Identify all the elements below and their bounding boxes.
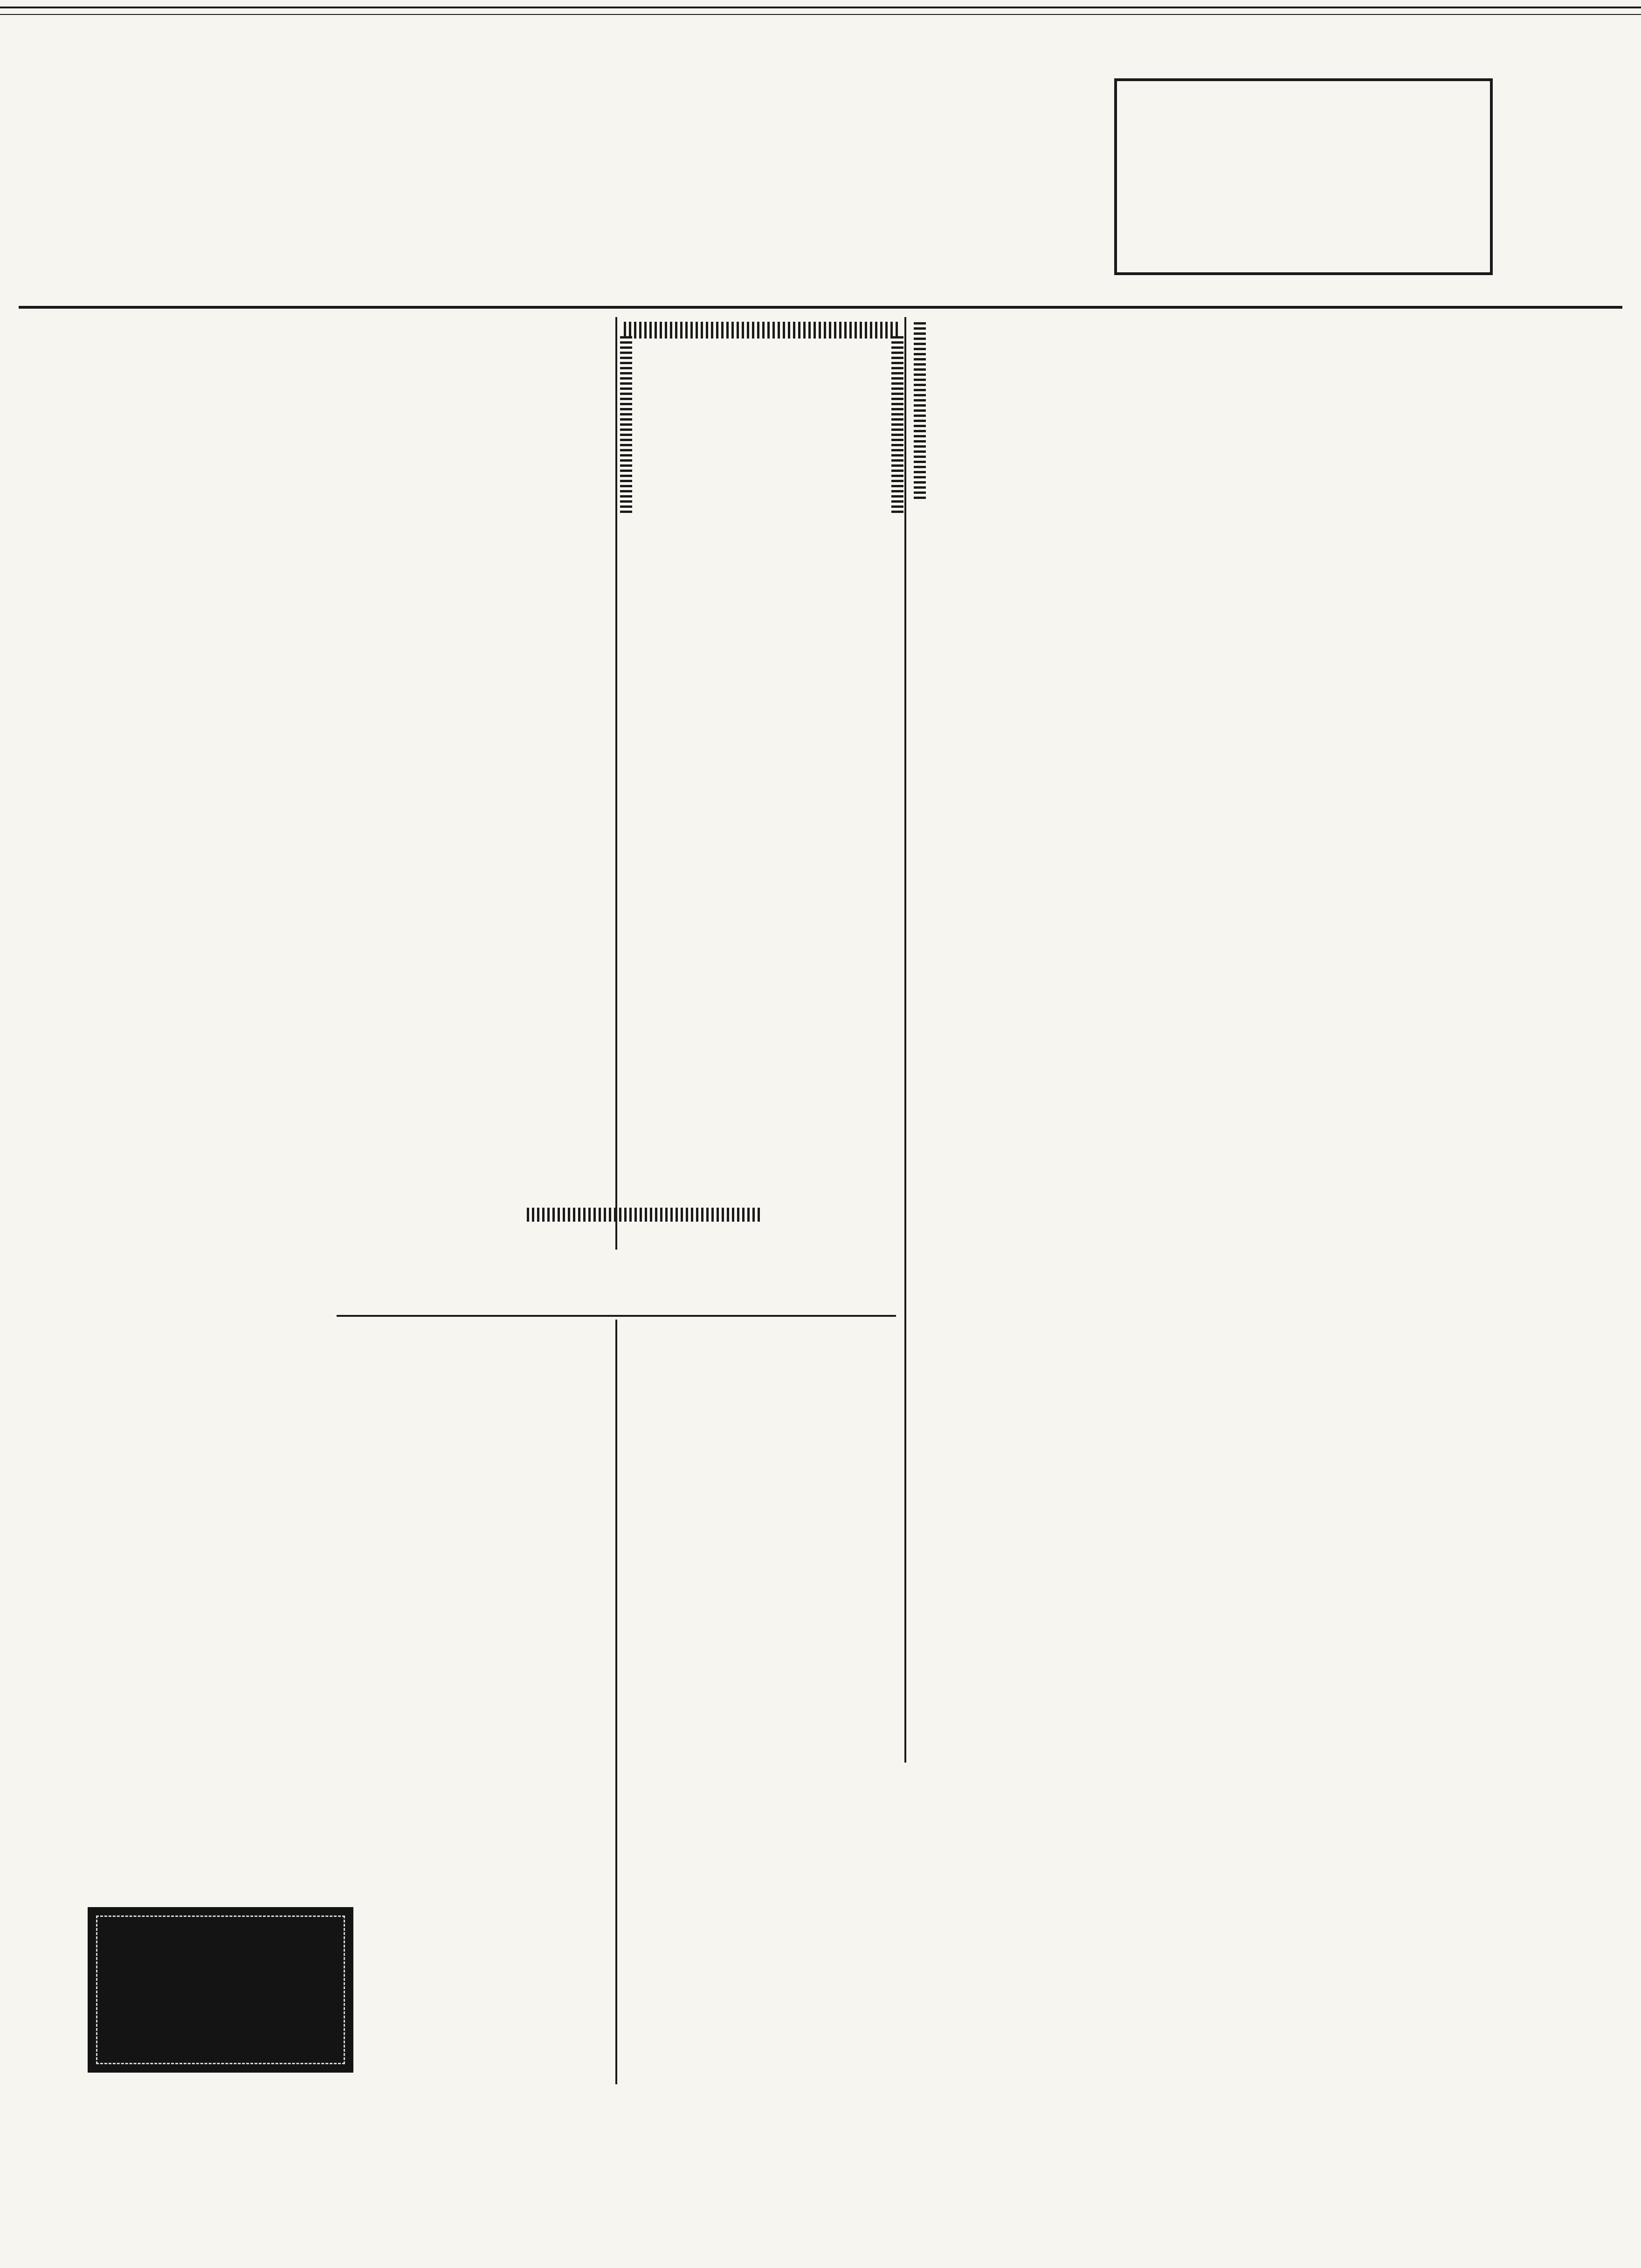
emigracao-column-2: [337, 485, 608, 1212]
custo-hatch-rule: [527, 1208, 760, 1222]
custo-title-rule: [337, 1315, 896, 1317]
top-rule-thin: [0, 14, 1641, 15]
custo-column-1: [351, 1324, 609, 1548]
column-divider: [615, 1320, 617, 2084]
masthead-rule: [19, 306, 1622, 309]
crescimento-side-hatch: [620, 336, 632, 513]
esquentadores-ad: [88, 1907, 353, 2073]
special-page-box: [1114, 78, 1493, 275]
exportacao-side-hatch: [914, 322, 926, 499]
crescimento-hatch-rule: [624, 322, 899, 339]
custo-column-1b: [351, 1702, 609, 2080]
column-divider: [904, 317, 906, 1763]
column-divider: [615, 317, 617, 1250]
crescimento-side-hatch: [891, 336, 903, 513]
custo-column-2: [624, 1324, 898, 1464]
emigracao-column-1: [60, 485, 330, 1893]
custo-column-2b: [624, 1567, 898, 2061]
crescimento-body: [624, 541, 898, 1222]
top-rule: [0, 7, 1641, 8]
